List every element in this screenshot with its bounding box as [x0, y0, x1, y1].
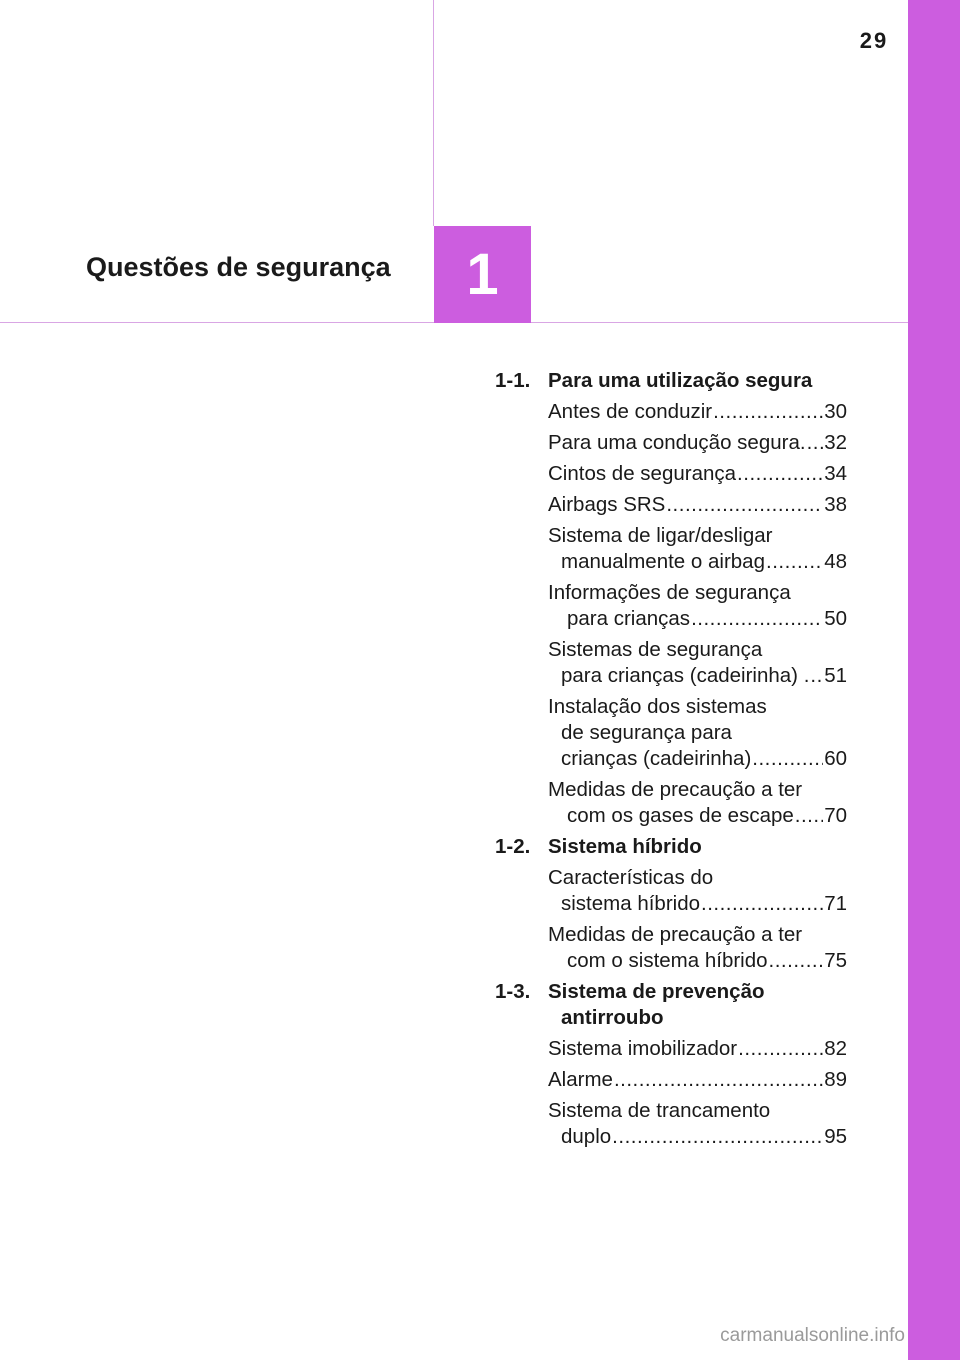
toc-page-number: 89 — [824, 1068, 847, 1091]
toc-entry[interactable] — [548, 1067, 847, 1093]
toc-page-number: 95 — [824, 1125, 847, 1148]
toc-entry[interactable] — [548, 865, 847, 917]
toc-leader-dots — [766, 549, 823, 575]
toc-entry-last-line — [548, 663, 847, 689]
toc-leader-dots — [810, 663, 823, 689]
toc-entry-label: manualmente o airbag — [561, 550, 765, 573]
toc-section-heading — [495, 979, 847, 1031]
chapter-side-tab — [908, 0, 960, 1360]
toc-entry-line: Medidas de precaução a ter — [548, 778, 803, 801]
toc-leader-dots — [612, 1124, 823, 1150]
toc-entry-line: Características do — [548, 866, 714, 889]
toc-entry-last-line — [548, 492, 847, 518]
toc-page-number: 75 — [824, 949, 847, 972]
toc-leader-dots — [738, 1036, 823, 1062]
toc-section-title — [548, 368, 847, 394]
toc-entry-label: para crianças (cadeirinha) . — [561, 664, 810, 687]
toc-section-title-line: Sistema híbrido — [548, 835, 702, 858]
toc-section-title-line: Para uma utilização segura — [548, 369, 813, 392]
toc-entry-label: para crianças — [567, 607, 691, 630]
toc-leader-dots — [691, 606, 823, 632]
toc-page-number: 82 — [824, 1037, 847, 1060]
toc-entry-last-line — [548, 746, 847, 772]
toc-entry[interactable] — [548, 777, 847, 829]
toc-leader-dots — [737, 461, 823, 487]
toc-page-number: 50 — [824, 607, 847, 630]
toc-entry-label: Airbags SRS — [548, 493, 666, 516]
toc-section-number: 1-3. — [495, 980, 531, 1003]
toc-entry[interactable] — [548, 523, 847, 575]
toc-entry-line: Medidas de precaução a ter — [548, 923, 803, 946]
toc-entry-label: com o sistema híbrido — [567, 949, 768, 972]
toc-section-title-line: Sistema de prevenção — [548, 980, 765, 1003]
toc-leader-dots — [614, 1067, 823, 1093]
toc-entry-last-line — [548, 1036, 847, 1062]
toc-page-number: 71 — [824, 892, 847, 915]
toc-entry-label: sistema híbrido — [561, 892, 701, 915]
toc-leader-dots — [752, 746, 823, 772]
toc-entry[interactable] — [548, 430, 847, 456]
toc-entry-last-line — [548, 1067, 847, 1093]
toc-entry-last-line — [548, 1124, 847, 1150]
toc-leader-dots — [666, 492, 823, 518]
toc-section-title — [548, 834, 847, 860]
toc-page-number: 30 — [824, 400, 847, 423]
toc-section-number: 1-2. — [495, 835, 531, 858]
toc-entry[interactable] — [548, 637, 847, 689]
toc-entry[interactable] — [548, 1098, 847, 1150]
toc-entry[interactable] — [548, 580, 847, 632]
toc-leader-dots — [795, 803, 823, 829]
page-number: 29 — [859, 28, 889, 53]
toc-leader-dots — [769, 948, 824, 974]
toc-page-number: 60 — [824, 747, 847, 770]
vertical-rule — [433, 0, 434, 226]
toc-section-title — [548, 979, 847, 1031]
toc-entry-line: Sistema de ligar/desligar — [548, 524, 773, 547]
toc-entry-last-line — [548, 948, 847, 974]
toc-leader-dots — [807, 430, 824, 456]
toc-entry-line: Instalação dos sistemas — [548, 695, 767, 718]
toc-page-number: 38 — [824, 493, 847, 516]
toc-page-number: 70 — [824, 804, 847, 827]
toc-leader-dots — [701, 891, 823, 917]
toc-entry-label: Alarme — [548, 1068, 613, 1091]
toc-section-heading — [495, 368, 847, 394]
toc-entry[interactable] — [548, 399, 847, 425]
toc-entry[interactable] — [548, 461, 847, 487]
table-of-contents — [495, 368, 847, 1155]
toc-entry[interactable] — [548, 922, 847, 974]
chapter-title: Questões de segurança — [86, 252, 391, 282]
toc-entry[interactable] — [548, 694, 847, 772]
toc-entry[interactable] — [548, 1036, 847, 1062]
toc-entry-label: crianças (cadeirinha) — [561, 747, 752, 770]
toc-entry-line: de segurança para — [561, 721, 732, 744]
toc-page-number: 34 — [824, 462, 847, 485]
toc-entry-last-line — [548, 891, 847, 917]
watermark: carmanualsonline.info — [720, 1325, 905, 1346]
toc-entry-last-line — [548, 461, 847, 487]
toc-entry-label: Para uma condução segura. — [548, 431, 806, 454]
toc-entry-line: Sistemas de segurança — [548, 638, 763, 661]
toc-section-title-line: antirroubo — [561, 1006, 664, 1029]
toc-section-number: 1-1. — [495, 369, 531, 392]
toc-page-number: 32 — [824, 431, 847, 454]
toc-entry-last-line — [548, 430, 847, 456]
toc-entry-label: Sistema imobilizador — [548, 1037, 738, 1060]
toc-entry-label: duplo — [561, 1125, 612, 1148]
toc-entry-label: Antes de conduzir — [548, 400, 713, 423]
toc-entry-last-line — [548, 399, 847, 425]
toc-section-heading — [495, 834, 847, 860]
toc-page-number: 48 — [824, 550, 847, 573]
toc-entry-line: Informações de segurança — [548, 581, 791, 604]
toc-entry-last-line — [548, 606, 847, 632]
chapter-number-box: 1 — [434, 226, 531, 323]
toc-page-number: 51 — [824, 664, 847, 687]
toc-entry-line: Sistema de trancamento — [548, 1099, 771, 1122]
toc-entry-label: Cintos de segurança — [548, 462, 737, 485]
toc-entry[interactable] — [548, 492, 847, 518]
toc-entry-label: com os gases de escape — [567, 804, 794, 827]
toc-entry-last-line — [548, 549, 847, 575]
toc-entry-last-line — [548, 803, 847, 829]
toc-leader-dots — [713, 399, 823, 425]
